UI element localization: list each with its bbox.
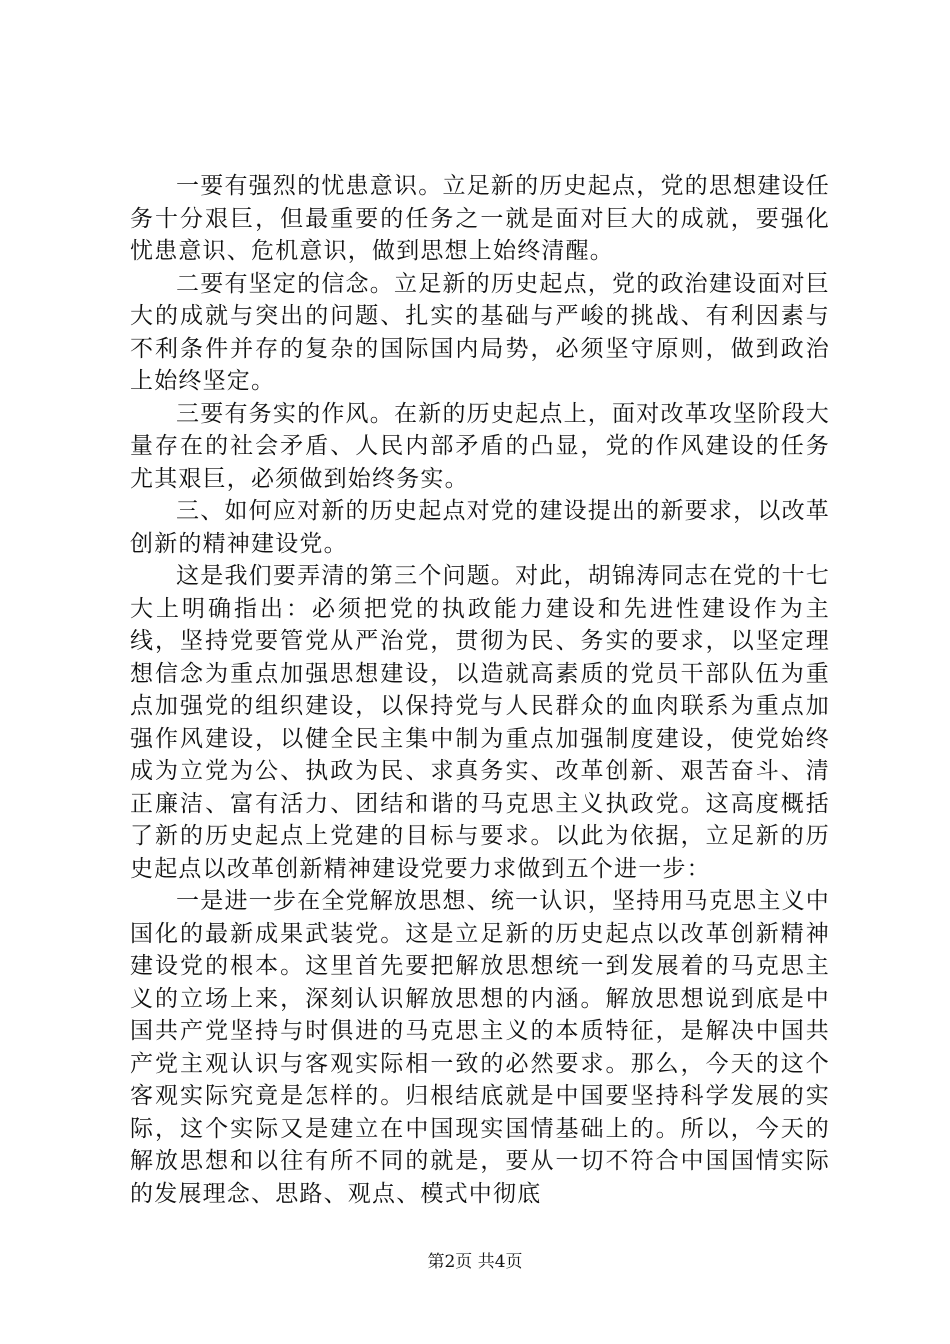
paragraph-6: 一是进一步在全党解放思想、统一认识，坚持用马克思主义中国化的最新成果武装党。这是立足新的历史起点以改革创新精神建设党的根本。这里首先要把解放思想统一到发展着的马克思主义的立场上来，深刻认识解放思想的内涵。解放思想说到底是中国共产党坚持与时俱进的马克思主义的本质特征，是解决中国共产党主观认识与客观实际相一致的必然要求。那么，今天的这个客观实际究竟是怎样的。归根结底就是中国要坚持科学发展的实际，这个实际又是建立在中国现实国情基础上的。所以，今天的解放思想和以往有所不同的就是，要从一切不符合中国国情实际的发展理念、思路、观点、模式中彻底	[130, 888, 830, 1207]
paragraph-5: 这是我们要弄清的第三个问题。对此，胡锦涛同志在党的十七大上明确指出：必须把党的执政能力建设和先进性建设作为主线，坚持党要管党从严治党，贯彻为民、务实的要求，以坚定理想信念为重点加强思想建设，以造就高素质的党员干部队伍为重点加强党的组织建设，以保持党与人民群众的血肉联系为重点加强作风建设，以健全民主集中制为重点加强制度建设，使党始终成为立党为公、执政为民、求真务实、改革创新、艰苦奋斗、清正廉洁、富有活力、团结和谐的马克思主义执政党。这高度概括了新的历史起点上党建的目标与要求。以此为依据，立足新的历史起点以改革创新精神建设党要力求做到五个进一步：	[130, 563, 830, 882]
page-number-footer: 第2页 共4页	[427, 1252, 523, 1272]
paragraph-3: 三要有务实的作风。在新的历史起点上，面对改革攻坚阶段大量存在的社会矛盾、人民内部矛盾的凸显，党的作风建设的任务尤其艰巨，必须做到始终务实。	[130, 400, 830, 492]
paragraph-1: 一要有强烈的忧患意识。立足新的历史起点，党的思想建设任务十分艰巨，但最重要的任务之一就是面对巨大的成就，要强化忧患意识、危机意识，做到思想上始终清醒。	[130, 173, 830, 264]
document-body	[130, 170, 830, 1210]
section-heading-3: 三、如何应对新的历史起点对党的建设提出的新要求，以改革创新的精神建设党。	[130, 498, 830, 557]
paragraph-2: 二要有坚定的信念。立足新的历史起点，党的政治建设面对巨大的成就与突出的问题、扎实的基础与严峻的挑战、有利因素与不利条件并存的复杂的国际国内局势，必须坚守原则，做到政治上始终坚定。	[130, 270, 830, 394]
